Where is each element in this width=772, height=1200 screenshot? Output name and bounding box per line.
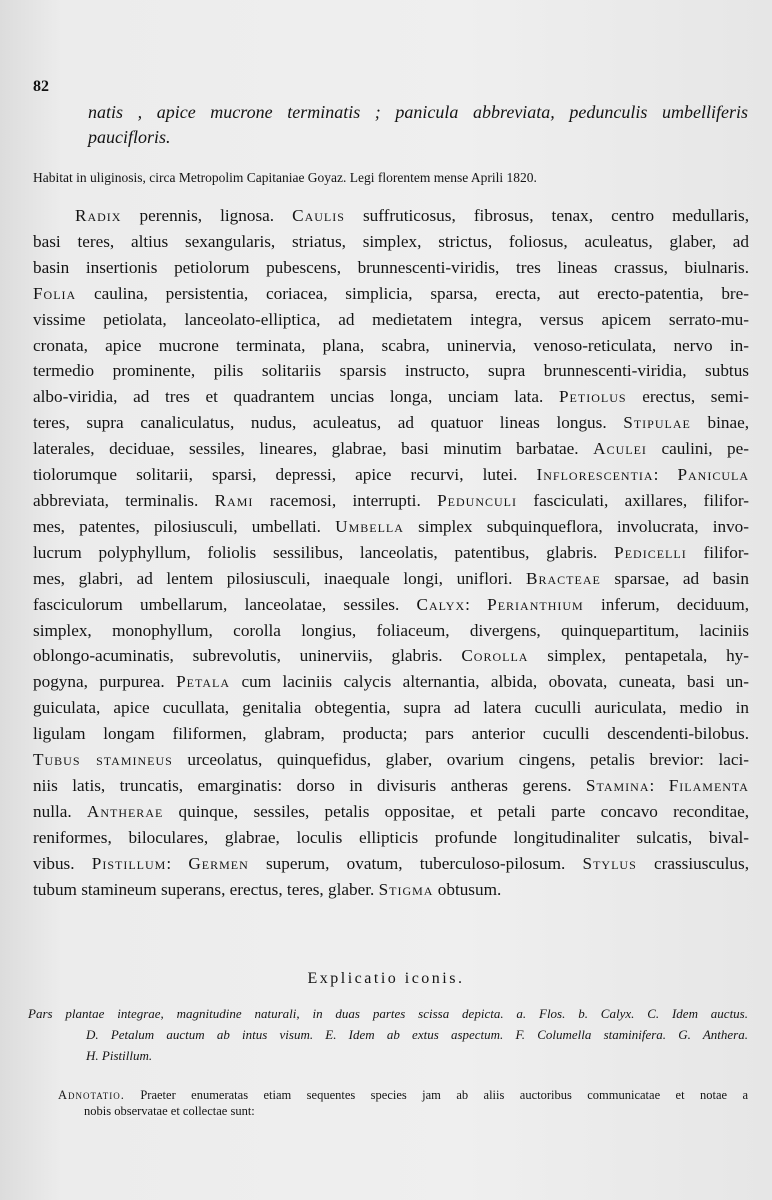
text-line	[33, 566, 749, 592]
term-filamenta: Filamenta	[668, 775, 749, 795]
text-line	[33, 747, 749, 773]
text-run: :	[166, 853, 189, 873]
text-line	[33, 799, 749, 825]
text-run: filifor-	[686, 542, 749, 562]
diagnosis-continuation	[88, 100, 748, 150]
term-stamina: Stamina	[585, 775, 650, 795]
text-line: termedio prominente, pilis solitariis sparsis instructo, supra brunnescenti-viridia, subtus	[33, 361, 749, 381]
term-stigma: Stigma	[378, 879, 434, 899]
term-bracteae: Bracteae	[526, 568, 601, 588]
text-run: teres, supra canaliculatus, nudus, aculeatus, ad quatuor lineas longus.	[33, 413, 624, 433]
text-line: ligulam longam filiformen, glabram, producta; pars anterior cuculli descendenti-bilobus.	[33, 724, 749, 744]
text-run: :	[653, 465, 678, 485]
text-line	[33, 203, 749, 229]
text-run: :	[649, 775, 669, 795]
text-run: tiolorumque solitarii, sparsi, depressi, apice recurvi, lutei.	[33, 465, 537, 485]
term-germen: Germen	[188, 853, 249, 873]
text-run: nulla.	[33, 801, 87, 821]
text-line	[33, 384, 749, 410]
text-line: reniformes, biloculares, glabrae, loculis ellipticis profunde longitudinaliter sulcatis, bival-	[33, 827, 749, 847]
text-line: guiculata, apice cucullata, genitalia obtegentia, supra ad latera cuculli auriculata, medio in	[33, 698, 749, 718]
text-line	[33, 877, 749, 903]
text-line	[33, 592, 749, 618]
text-run: laterales, deciduae, sessiles, lineares, glabrae, basi minutim barbatae.	[33, 439, 594, 459]
term-caulis: Caulis	[292, 206, 345, 225]
text-line: basin insertionis petiolorum pubescens, brunnescenti-viridis, tres lineas crassus, biulnaris.	[33, 257, 749, 277]
text-run: simplex, pentapetala, hy-	[528, 646, 749, 666]
term-corolla: Corolla	[461, 646, 529, 666]
term-petiolus: Petiolus	[558, 387, 627, 407]
term-aculei: Aculei	[593, 439, 647, 459]
text-run: perennis, lignosa.	[121, 206, 293, 225]
text-line	[33, 851, 749, 877]
text-line	[33, 281, 749, 307]
term-folia: Folia	[33, 283, 77, 303]
text-line: vissime petiolata, lanceolato-elliptica, ad medietatem integra, versus apicem serrato-mu-	[33, 309, 749, 329]
species-description	[33, 203, 749, 902]
figure-explanation	[28, 1003, 748, 1066]
text-line	[33, 514, 749, 540]
text-line	[33, 643, 749, 669]
text-run: simplex subquinqueflora, involucrata, invo-	[403, 516, 749, 536]
text-run: urceolatus, quinquefidus, glaber, ovarium cingens, petalis brevior: laci-	[172, 750, 749, 770]
term-antherae: Antherae	[86, 801, 164, 821]
text-run: albo-viridia, ad tres et quadrantem uncias longa, unciam lata.	[33, 387, 559, 407]
page-number: 82	[33, 78, 49, 95]
term-petala: Petala	[176, 672, 231, 692]
term-stipulae: Stipulae	[623, 413, 691, 433]
term-rami: Rami	[214, 490, 254, 510]
text-run: mes, patentes, pilosiusculi, umbellati.	[33, 516, 336, 536]
text-line	[33, 410, 749, 436]
text-run: abbreviata, terminalis.	[33, 490, 215, 510]
text-run: tubum stamineum superans, erectus, teres, glaber.	[33, 879, 379, 899]
term-stylus: Stylus	[582, 853, 637, 873]
text-run: binae,	[690, 413, 749, 433]
text-run: pogyna, purpurea.	[33, 672, 177, 692]
term-pedunculi: Pedunculi	[437, 490, 517, 510]
term-inflorescentia: Inflorescentia	[536, 465, 654, 485]
term-calyx: Calyx	[416, 594, 466, 614]
term-umbella: Umbella	[335, 516, 404, 536]
annotation-line: nobis observatae et collectae sunt:	[84, 1104, 255, 1118]
text-run: oblongo-acuminatis, subrevolutis, uninerviis, glabris.	[33, 646, 462, 666]
text-line: basi teres, altius sexangularis, striatus, simplex, strictus, foliosus, aculeatus, glaber, ad	[33, 231, 749, 251]
term-panicula: Panicula	[677, 465, 750, 485]
text-run: niis latis, truncatis, emarginatis: dorso in divisuris antheras gerens.	[33, 775, 586, 795]
term-pistillum: Pistillum	[91, 853, 167, 873]
term-radix: Radix	[75, 206, 122, 225]
text-run: caulini, pe-	[646, 439, 750, 459]
diagnosis-line: natis , apice mucrone terminatis ; panicula abbreviata, pedunculis umbelliferis	[88, 102, 748, 122]
text-run: suffruticosus, fibrosus, tenax, centro medullaris,	[344, 206, 749, 225]
text-run: lucrum polyphyllum, foliolis sessilibus, lanceolatis, patentibus, glabris.	[33, 542, 615, 562]
text-line	[33, 462, 749, 488]
text-run: racemosi, interrupti.	[253, 490, 438, 510]
text-run: vibus.	[33, 853, 92, 873]
text-line: simplex, monophyllum, corolla longius, foliaceum, divergens, quinquepartitum, laciniis	[33, 620, 749, 640]
term-pedicelli: Pedicelli	[614, 542, 687, 562]
text-run: mes, glabri, ad lentem pilosiusculi, inaequale longi, uniflori.	[33, 568, 527, 588]
text-run: obtusum.	[433, 879, 502, 899]
text-run: superum, ovatum, tuberculoso-pilosum.	[248, 853, 583, 873]
annotation-line	[58, 1087, 748, 1103]
text-run: inferum, deciduum,	[583, 594, 750, 614]
text-line	[33, 488, 749, 514]
text-line	[33, 436, 749, 462]
text-run: fasciculati, axillares, filifor-	[517, 490, 749, 510]
term-tubus-stamineus: Tubus staminеus	[33, 750, 173, 770]
diagnosis-line: paucifloris.	[88, 127, 171, 147]
explanation-line: Pars plantae integrae, magnitudine naturali, in duas partes scissa depicta. a. Flos. b. Calyx. C. Idem auctus.	[28, 1006, 748, 1021]
text-run: caulina, persistentia, coriacea, simplicia, sparsa, erecta, aut erecto-patentia, bre-	[76, 283, 749, 303]
explanation-line: D. Petalum auctum ab intus visum. E. Idem ab extus aspectum. F. Columella staminifera. G. Anthera.	[86, 1027, 748, 1042]
text-run: erectus, semi-	[626, 387, 749, 407]
section-heading: Explicatio iconis.	[307, 970, 465, 987]
explanation-line: H. Pistillum.	[86, 1048, 153, 1063]
text-run: quinque, sessiles, petalis oppositae, et petali parte concavo reconditae,	[163, 801, 750, 821]
text-run: Praeter enumeratas etiam sequentes species jam ab aliis auctoribus communicatae et notae a	[124, 1088, 748, 1102]
text-line	[33, 669, 749, 695]
text-run: cum laciniis calycis alternantia, albida, obovata, cuneata, basi un-	[230, 672, 749, 692]
text-run: crassiusculus,	[636, 853, 749, 873]
term-perianthium: Perianthium	[487, 594, 584, 614]
text-line	[33, 773, 749, 799]
habitat-note: Habitat in uliginosis, circa Metropolim Capitaniae Goyaz. Legi florentem mense Aprili 1820.	[33, 170, 537, 185]
text-line: cronata, apice mucrone terminata, plana, scabra, uninervia, venoso-reticulata, nervo in-	[33, 335, 749, 355]
text-run: :	[465, 594, 488, 614]
text-run: fasciculorum umbellarum, lanceolatae, sessiles.	[33, 594, 417, 614]
text-line	[33, 540, 749, 566]
text-run: sparsae, ad basin	[600, 568, 749, 588]
annotation	[58, 1087, 748, 1119]
annotation-label: Adnotatio.	[58, 1088, 125, 1102]
